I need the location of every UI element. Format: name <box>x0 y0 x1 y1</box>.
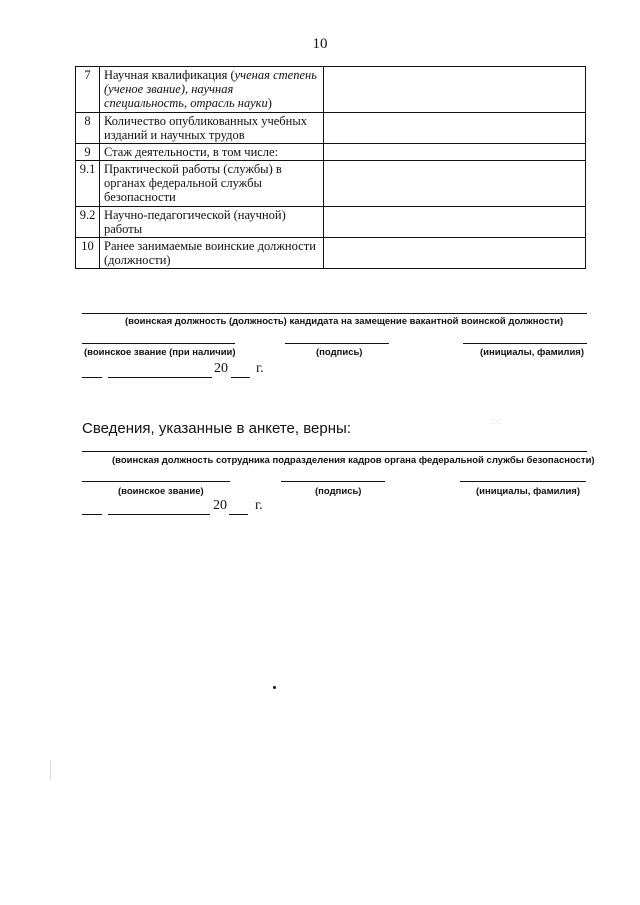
questionnaire-table <box>75 66 586 269</box>
candidate-signature-line[interactable] <box>285 343 389 344</box>
scan-margin-mark <box>50 760 51 780</box>
row-number: 9.1 <box>76 161 100 207</box>
row-label: Практической работы (службы) в органах федеральной службы безопасности <box>100 161 324 207</box>
row-value-field[interactable] <box>324 67 586 113</box>
candidate-date-suffix: г. <box>256 361 264 376</box>
label-tail: ) <box>267 96 272 110</box>
table-row <box>76 113 586 144</box>
row-value-field[interactable] <box>324 207 586 238</box>
candidate-rank-caption: (воинское звание (при наличии) <box>84 347 236 358</box>
candidate-date-day-line[interactable] <box>82 377 102 378</box>
confirmation-title: Сведения, указанные в анкете, верны: <box>82 420 351 437</box>
officer-rank-caption: (воинское звание) <box>118 486 204 497</box>
row-label: Стаж деятельности, в том числе: <box>100 144 324 161</box>
officer-name-line[interactable] <box>460 481 586 482</box>
officer-date-suffix: г. <box>255 498 263 513</box>
officer-name-caption: (инициалы, фамилия) <box>476 486 581 497</box>
table-row <box>76 161 586 207</box>
row-number: 10 <box>76 238 100 269</box>
officer-position-caption: (воинская должность сотрудника подразделения кадров органа федеральной службы безопасности) <box>112 455 595 466</box>
candidate-signature-caption: (подпись) <box>316 347 363 358</box>
candidate-position-line[interactable] <box>82 313 587 314</box>
candidate-name-caption: (инициалы, фамилия) <box>480 347 585 358</box>
row-value-field[interactable] <box>324 113 586 144</box>
candidate-position-caption: (воинская должность (должность) кандидата на замещение вакантной воинской должности) <box>125 316 564 327</box>
officer-rank-line[interactable] <box>82 481 230 482</box>
row-number: 9.2 <box>76 207 100 238</box>
row-number: 7 <box>76 67 100 113</box>
row-label: Научно-педагогической (научной) работы <box>100 207 324 238</box>
officer-date-year: 20 <box>213 498 227 513</box>
label-text: Научная квалификация ( <box>104 68 235 82</box>
row-value-field[interactable] <box>324 238 586 269</box>
row-number: 8 <box>76 113 100 144</box>
officer-date-year-line[interactable] <box>229 514 248 515</box>
officer-date-day-line[interactable] <box>82 514 102 515</box>
candidate-date-month-line[interactable] <box>108 377 212 378</box>
row-label <box>100 67 324 113</box>
table-row <box>76 144 586 161</box>
candidate-date-year: 20 <box>214 361 228 376</box>
row-value-field[interactable] <box>324 161 586 207</box>
officer-date-month-line[interactable] <box>108 514 210 515</box>
table-row <box>76 238 586 269</box>
candidate-date-year-line[interactable] <box>231 377 250 378</box>
faint-stamp-mark: ∴·∵ <box>490 418 503 427</box>
officer-position-line[interactable] <box>82 451 587 452</box>
page-number: 10 <box>312 36 328 52</box>
table-row <box>76 67 586 113</box>
row-label: Ранее занимаемые воинские должности (должности) <box>100 238 324 269</box>
row-label: Количество опубликованных учебных изданий и научных трудов <box>100 113 324 144</box>
label-italic-text: ученая степень (ученое звание), научная специальность, отрасль науки <box>104 68 317 110</box>
officer-signature-caption: (подпись) <box>315 486 362 497</box>
row-number: 9 <box>76 144 100 161</box>
candidate-name-line[interactable] <box>463 343 587 344</box>
candidate-rank-line[interactable] <box>82 343 235 344</box>
scan-dot <box>273 686 276 689</box>
table-row <box>76 207 586 238</box>
row-value-field[interactable] <box>324 144 586 161</box>
officer-signature-line[interactable] <box>281 481 385 482</box>
